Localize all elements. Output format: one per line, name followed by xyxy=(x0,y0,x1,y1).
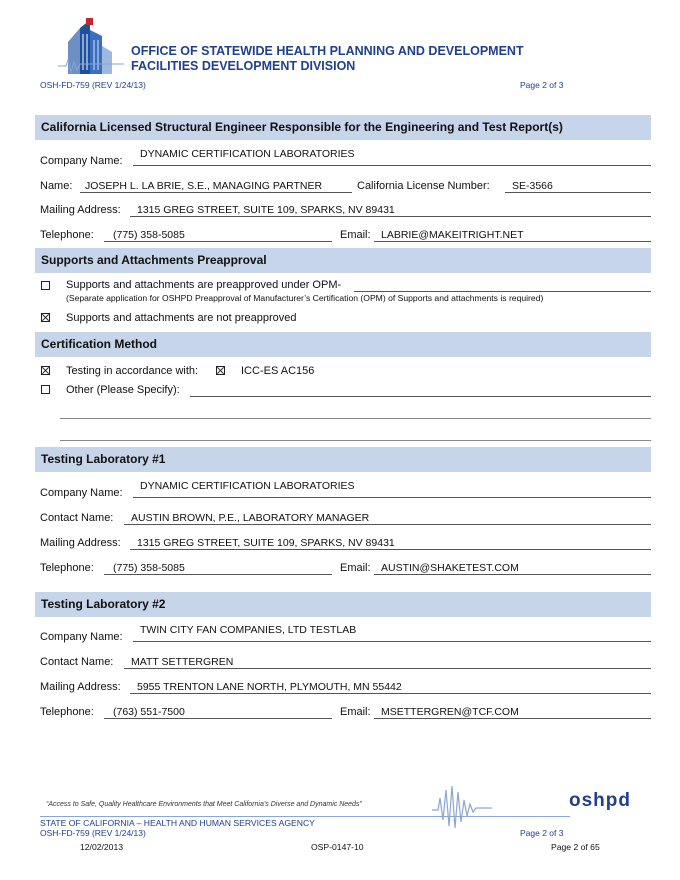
testing-label: Testing in accordance with: xyxy=(66,365,199,377)
lab1-company-value[interactable]: DYNAMIC CERTIFICATION LABORATORIES xyxy=(140,480,355,492)
footer-doc-number: OSP-0147-10 xyxy=(311,842,364,852)
engineer-address-line xyxy=(130,216,651,217)
lab1-address-value[interactable]: 1315 GREG STREET, SUITE 109, SPARKS, NV 89431 xyxy=(137,537,395,549)
engineer-phone-value[interactable]: (775) 358-5085 xyxy=(113,229,185,241)
lab2-section-heading: Testing Laboratory #2 xyxy=(35,592,651,617)
lab1-company-line xyxy=(133,497,651,498)
lab2-contact-value[interactable]: MATT SETTERGREN xyxy=(131,656,234,668)
lab2-address-label: Mailing Address: xyxy=(40,681,121,693)
lab2-phone-value[interactable]: (763) 551-7500 xyxy=(113,706,185,718)
engineer-name-value[interactable]: JOSEPH L. LA BRIE, S.E., MANAGING PARTNER xyxy=(85,180,323,192)
lab1-email-value[interactable]: AUSTIN@SHAKETEST.COM xyxy=(381,562,519,574)
lab2-company-line xyxy=(133,641,651,642)
footer-page: Page 2 of 3 xyxy=(520,828,564,838)
preapproved-checkbox[interactable] xyxy=(41,281,50,290)
engineer-email-line xyxy=(374,241,651,242)
lab2-contact-line xyxy=(124,668,651,669)
seismic-wave-icon xyxy=(432,780,492,832)
lab2-email-value[interactable]: MSETTERGREN@TCF.COM xyxy=(381,706,519,718)
engineer-email-label: Email: xyxy=(340,229,371,241)
other-specify-line-3[interactable] xyxy=(60,440,651,441)
certification-section-heading: Certification Method xyxy=(35,332,651,357)
supports-section-heading: Supports and Attachments Preapproval xyxy=(35,248,651,273)
preapproved-note: (Separate application for OSHPD Preapproval of Manufacturer’s Certification (OPM) of Supports and attachments is required) xyxy=(66,293,544,303)
lab2-email-label: Email: xyxy=(340,706,371,718)
page-number: Page 2 of 3 xyxy=(520,80,564,90)
lab1-phone-line xyxy=(104,574,332,575)
license-label: California License Number: xyxy=(357,180,490,192)
lab2-company-value[interactable]: TWIN CITY FAN COMPANIES, LTD TESTLAB xyxy=(140,624,357,636)
engineer-company-line xyxy=(133,165,651,166)
lab1-phone-value[interactable]: (775) 358-5085 xyxy=(113,562,185,574)
engineer-phone-line xyxy=(104,241,332,242)
division-title: FACILITIES DEVELOPMENT DIVISION xyxy=(131,59,356,73)
footer-divider xyxy=(40,816,570,817)
lab2-company-label: Company Name: xyxy=(40,631,123,643)
engineer-address-value[interactable]: 1315 GREG STREET, SUITE 109, SPARKS, NV 89431 xyxy=(137,204,395,216)
license-line xyxy=(505,192,651,193)
opm-number-line[interactable] xyxy=(354,291,651,292)
lab1-email-label: Email: xyxy=(340,562,371,574)
lab2-address-value[interactable]: 5955 TRENTON LANE NORTH, PLYMOUTH, MN 55442 xyxy=(137,681,402,693)
lab1-address-label: Mailing Address: xyxy=(40,537,121,549)
other-specify-line-2[interactable] xyxy=(60,418,651,419)
lab2-phone-label: Telephone: xyxy=(40,706,94,718)
lab2-address-line xyxy=(130,693,651,694)
lab2-contact-label: Contact Name: xyxy=(40,656,114,668)
lab2-email-line xyxy=(374,718,651,719)
oshpd-logo-text: oshpd xyxy=(569,790,631,811)
license-value[interactable]: SE-3566 xyxy=(512,180,553,192)
footer-form-id: OSH-FD-759 (REV 1/24/13) xyxy=(40,828,146,838)
engineer-address-label: Mailing Address: xyxy=(40,204,121,216)
footer-doc-page: Page 2 of 65 xyxy=(551,842,600,852)
lab1-company-label: Company Name: xyxy=(40,487,123,499)
other-label: Other (Please Specify): xyxy=(66,384,180,396)
ac156-label: ICC-ES AC156 xyxy=(241,365,315,377)
not-preapproved-label: Supports and attachments are not preapproved xyxy=(66,312,297,324)
engineer-name-label: Name: xyxy=(40,180,73,192)
lab1-address-line xyxy=(130,549,651,550)
oshpd-building-logo xyxy=(58,16,124,78)
engineer-company-value[interactable]: DYNAMIC CERTIFICATION LABORATORIES xyxy=(140,148,355,160)
ac156-checkbox[interactable] xyxy=(216,366,225,375)
lab1-contact-label: Contact Name: xyxy=(40,512,114,524)
lab1-section-heading: Testing Laboratory #1 xyxy=(35,447,651,472)
other-checkbox[interactable] xyxy=(41,385,50,394)
lab1-phone-label: Telephone: xyxy=(40,562,94,574)
engineer-name-line xyxy=(80,192,352,193)
footer-agency: STATE OF CALIFORNIA – HEALTH AND HUMAN SERVICES AGENCY xyxy=(40,818,315,828)
lab2-phone-line xyxy=(104,718,332,719)
form-id: OSH-FD-759 (REV 1/24/13) xyxy=(40,80,146,90)
lab1-contact-value[interactable]: AUSTIN BROWN, P.E., LABORATORY MANAGER xyxy=(131,512,370,524)
other-specify-line-1[interactable] xyxy=(190,396,651,397)
not-preapproved-checkbox[interactable] xyxy=(41,313,50,322)
lab1-contact-line xyxy=(124,524,651,525)
engineer-company-label: Company Name: xyxy=(40,155,123,167)
agency-title: OFFICE OF STATEWIDE HEALTH PLANNING AND DEVELOPMENT xyxy=(131,44,524,58)
preapproved-label: Supports and attachments are preapproved under OPM- xyxy=(66,279,342,291)
footer-tagline: “Access to Safe, Quality Healthcare Environments that Meet California’s Diverse and Dynamic Needs” xyxy=(46,801,362,808)
footer-date: 12/02/2013 xyxy=(80,842,124,852)
engineer-phone-label: Telephone: xyxy=(40,229,94,241)
engineer-section-heading: California Licensed Structural Engineer Responsible for the Engineering and Test Report(s) xyxy=(35,115,651,140)
lab1-email-line xyxy=(374,574,651,575)
testing-checkbox[interactable] xyxy=(41,366,50,375)
engineer-email-value[interactable]: LABRIE@MAKEITRIGHT.NET xyxy=(381,229,524,241)
